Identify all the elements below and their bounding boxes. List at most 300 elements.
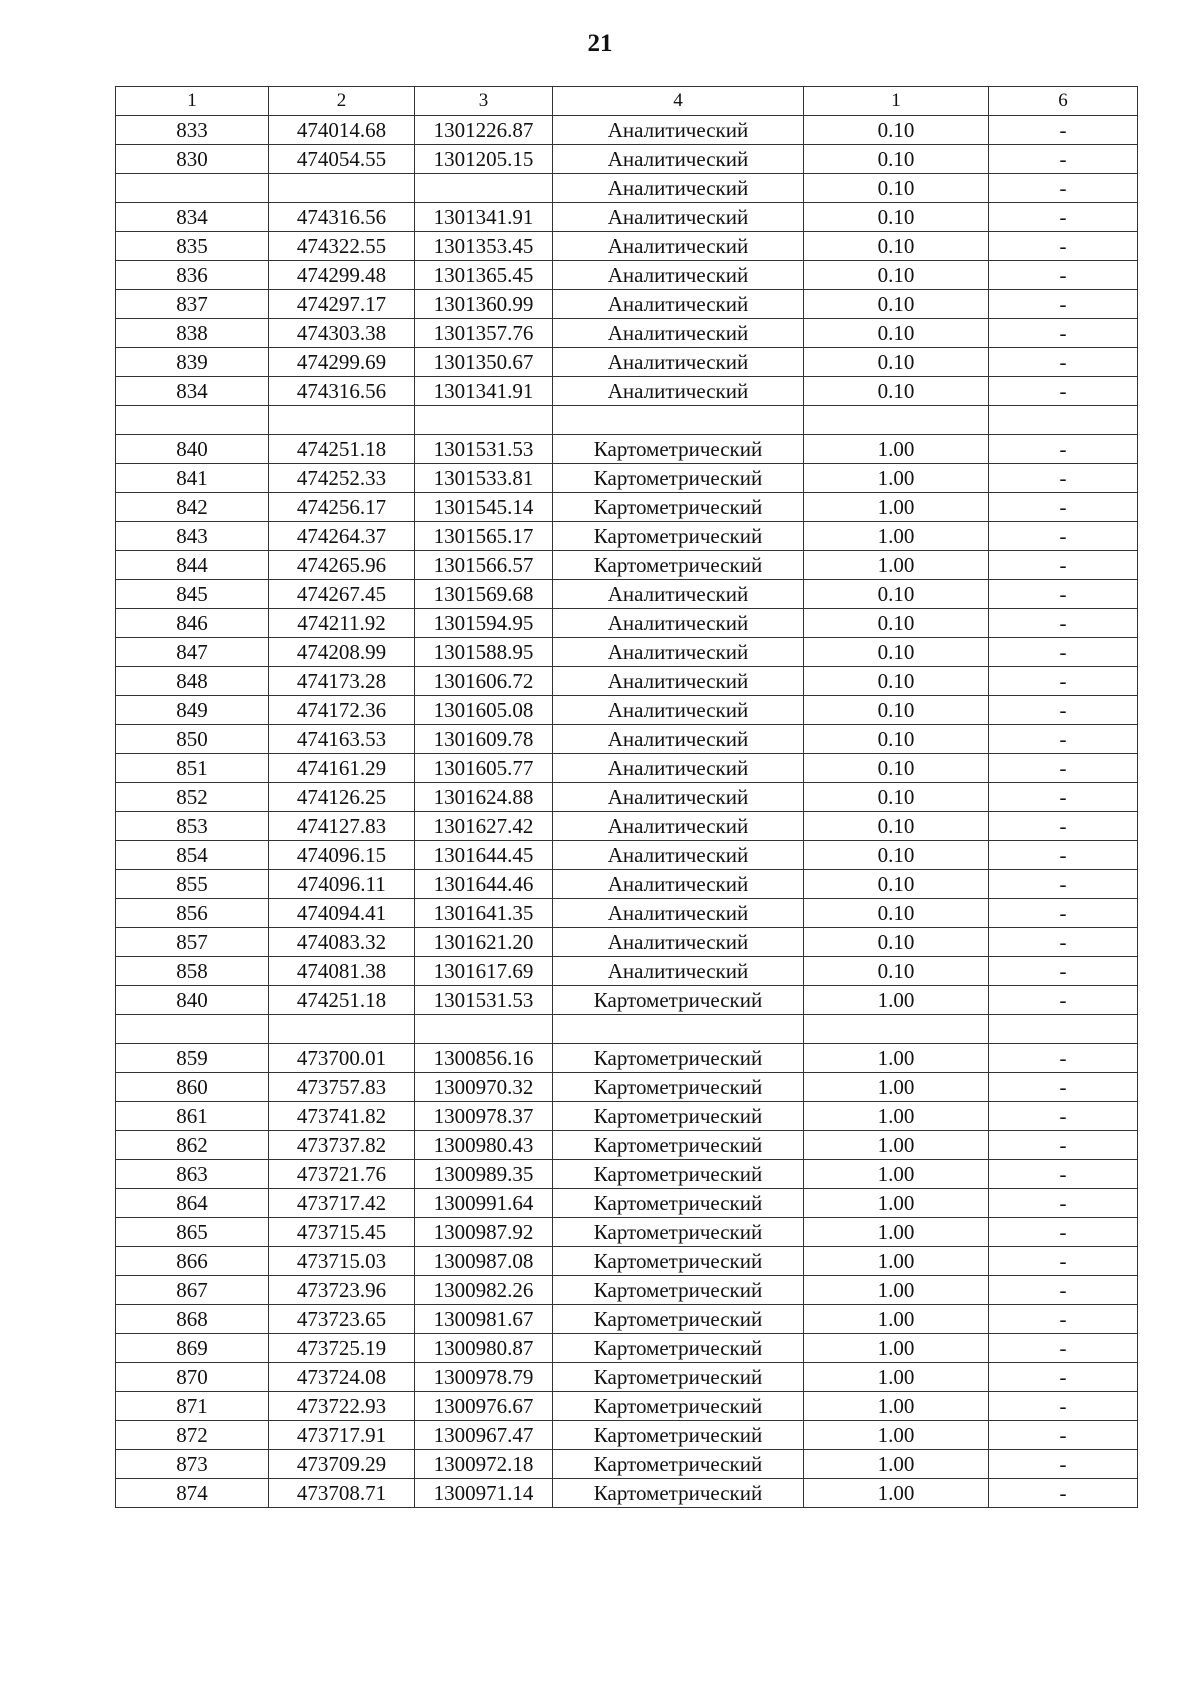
table-row [116, 1392, 1138, 1421]
column-header: 3 [415, 87, 553, 116]
method-cell: Аналитический [553, 580, 804, 609]
column-header: 6 [989, 87, 1138, 116]
accuracy-cell: 0.10 [804, 754, 989, 783]
table-row [116, 1189, 1138, 1218]
note-cell: - [989, 1305, 1138, 1334]
coordinates-table [115, 86, 1138, 1508]
table-row [116, 667, 1138, 696]
table-row [116, 725, 1138, 754]
note-cell: - [989, 319, 1138, 348]
y-coordinate-cell: 1301360.99 [415, 290, 553, 319]
note-cell: - [989, 754, 1138, 783]
y-coordinate-cell: 1300989.35 [415, 1160, 553, 1189]
x-coordinate-cell: 474256.17 [269, 493, 415, 522]
point-number-cell: 871 [116, 1392, 269, 1421]
method-cell: Картометрический [553, 1044, 804, 1073]
accuracy-cell: 0.10 [804, 870, 989, 899]
method-cell [553, 1015, 804, 1044]
column-header: 1 [804, 87, 989, 116]
method-cell: Аналитический [553, 696, 804, 725]
method-cell: Картометрический [553, 1247, 804, 1276]
note-cell: - [989, 1218, 1138, 1247]
point-number-cell: 846 [116, 609, 269, 638]
table-row [116, 638, 1138, 667]
table-row [116, 522, 1138, 551]
method-cell: Картометрический [553, 551, 804, 580]
note-cell: - [989, 551, 1138, 580]
method-cell: Картометрический [553, 1363, 804, 1392]
x-coordinate-cell: 474172.36 [269, 696, 415, 725]
method-cell: Аналитический [553, 319, 804, 348]
method-cell: Аналитический [553, 232, 804, 261]
accuracy-cell: 0.10 [804, 609, 989, 638]
note-cell: - [989, 464, 1138, 493]
point-number-cell: 840 [116, 435, 269, 464]
table-row [116, 290, 1138, 319]
y-coordinate-cell: 1300978.79 [415, 1363, 553, 1392]
y-coordinate-cell: 1301353.45 [415, 232, 553, 261]
y-coordinate-cell: 1300967.47 [415, 1421, 553, 1450]
point-number-cell: 854 [116, 841, 269, 870]
point-number-cell: 851 [116, 754, 269, 783]
method-cell: Картометрический [553, 1305, 804, 1334]
point-number-cell: 841 [116, 464, 269, 493]
accuracy-cell: 1.00 [804, 1334, 989, 1363]
y-coordinate-cell: 1301621.20 [415, 928, 553, 957]
accuracy-cell: 1.00 [804, 1450, 989, 1479]
accuracy-cell: 0.10 [804, 348, 989, 377]
point-number-cell: 842 [116, 493, 269, 522]
accuracy-cell: 1.00 [804, 986, 989, 1015]
x-coordinate-cell: 473715.45 [269, 1218, 415, 1247]
method-cell: Аналитический [553, 812, 804, 841]
table-row [116, 1131, 1138, 1160]
accuracy-cell: 0.10 [804, 841, 989, 870]
table-row [116, 986, 1138, 1015]
accuracy-cell: 1.00 [804, 1160, 989, 1189]
accuracy-cell: 0.10 [804, 638, 989, 667]
y-coordinate-cell: 1301644.45 [415, 841, 553, 870]
table-row [116, 377, 1138, 406]
accuracy-cell: 0.10 [804, 116, 989, 145]
x-coordinate-cell: 473723.96 [269, 1276, 415, 1305]
y-coordinate-cell: 1301594.95 [415, 609, 553, 638]
column-header: 2 [269, 87, 415, 116]
method-cell: Картометрический [553, 435, 804, 464]
y-coordinate-cell: 1301617.69 [415, 957, 553, 986]
table-row [116, 1160, 1138, 1189]
note-cell: - [989, 1450, 1138, 1479]
accuracy-cell: 1.00 [804, 1305, 989, 1334]
y-coordinate-cell: 1300981.67 [415, 1305, 553, 1334]
table-row [116, 464, 1138, 493]
note-cell: - [989, 812, 1138, 841]
method-cell: Картометрический [553, 522, 804, 551]
note-cell: - [989, 957, 1138, 986]
x-coordinate-cell: 474163.53 [269, 725, 415, 754]
table-row [116, 841, 1138, 870]
accuracy-cell: 0.10 [804, 145, 989, 174]
x-coordinate-cell [269, 174, 415, 203]
y-coordinate-cell [415, 174, 553, 203]
accuracy-cell: 1.00 [804, 1363, 989, 1392]
table-row [116, 145, 1138, 174]
y-coordinate-cell: 1301565.17 [415, 522, 553, 551]
point-number-cell: 839 [116, 348, 269, 377]
point-number-cell: 857 [116, 928, 269, 957]
note-cell: - [989, 1276, 1138, 1305]
method-cell: Аналитический [553, 203, 804, 232]
point-number-cell: 863 [116, 1160, 269, 1189]
note-cell [989, 1015, 1138, 1044]
accuracy-cell: 1.00 [804, 522, 989, 551]
x-coordinate-cell: 474303.38 [269, 319, 415, 348]
method-cell: Картометрический [553, 1450, 804, 1479]
accuracy-cell: 1.00 [804, 435, 989, 464]
accuracy-cell: 0.10 [804, 928, 989, 957]
point-number-cell: 870 [116, 1363, 269, 1392]
method-cell: Картометрический [553, 1160, 804, 1189]
point-number-cell: 861 [116, 1102, 269, 1131]
x-coordinate-cell: 474096.11 [269, 870, 415, 899]
point-number-cell: 858 [116, 957, 269, 986]
y-coordinate-cell: 1301624.88 [415, 783, 553, 812]
note-cell: - [989, 667, 1138, 696]
table-row [116, 1305, 1138, 1334]
point-number-cell: 869 [116, 1334, 269, 1363]
method-cell: Аналитический [553, 609, 804, 638]
point-number-cell: 873 [116, 1450, 269, 1479]
x-coordinate-cell: 473757.83 [269, 1073, 415, 1102]
x-coordinate-cell: 474094.41 [269, 899, 415, 928]
table-row [116, 1015, 1138, 1044]
x-coordinate-cell: 474251.18 [269, 986, 415, 1015]
accuracy-cell: 0.10 [804, 899, 989, 928]
y-coordinate-cell: 1301226.87 [415, 116, 553, 145]
accuracy-cell: 0.10 [804, 377, 989, 406]
method-cell: Картометрический [553, 1189, 804, 1218]
method-cell: Аналитический [553, 290, 804, 319]
note-cell: - [989, 1131, 1138, 1160]
note-cell: - [989, 174, 1138, 203]
point-number-cell: 843 [116, 522, 269, 551]
accuracy-cell: 0.10 [804, 725, 989, 754]
note-cell: - [989, 1421, 1138, 1450]
point-number-cell: 840 [116, 986, 269, 1015]
x-coordinate-cell: 473737.82 [269, 1131, 415, 1160]
table-row [116, 957, 1138, 986]
note-cell: - [989, 725, 1138, 754]
y-coordinate-cell: 1301365.45 [415, 261, 553, 290]
x-coordinate-cell: 474322.55 [269, 232, 415, 261]
x-coordinate-cell: 474014.68 [269, 116, 415, 145]
method-cell: Аналитический [553, 957, 804, 986]
x-coordinate-cell [269, 406, 415, 435]
note-cell: - [989, 986, 1138, 1015]
x-coordinate-cell: 473724.08 [269, 1363, 415, 1392]
x-coordinate-cell: 473715.03 [269, 1247, 415, 1276]
table-row [116, 261, 1138, 290]
x-coordinate-cell: 473708.71 [269, 1479, 415, 1508]
note-cell: - [989, 1073, 1138, 1102]
y-coordinate-cell: 1300987.92 [415, 1218, 553, 1247]
table-row [116, 348, 1138, 377]
table-row [116, 1218, 1138, 1247]
accuracy-cell [804, 1015, 989, 1044]
note-cell: - [989, 1392, 1138, 1421]
x-coordinate-cell: 473717.91 [269, 1421, 415, 1450]
method-cell: Аналитический [553, 116, 804, 145]
table-body [116, 116, 1138, 1508]
note-cell: - [989, 1189, 1138, 1218]
y-coordinate-cell: 1300971.14 [415, 1479, 553, 1508]
note-cell: - [989, 1334, 1138, 1363]
accuracy-cell [804, 406, 989, 435]
table-row [116, 551, 1138, 580]
method-cell [553, 406, 804, 435]
accuracy-cell: 1.00 [804, 1276, 989, 1305]
note-cell: - [989, 1044, 1138, 1073]
note-cell [989, 406, 1138, 435]
point-number-cell: 867 [116, 1276, 269, 1305]
note-cell: - [989, 493, 1138, 522]
method-cell: Картометрический [553, 1131, 804, 1160]
table-row [116, 899, 1138, 928]
y-coordinate-cell: 1300991.64 [415, 1189, 553, 1218]
note-cell: - [989, 783, 1138, 812]
x-coordinate-cell: 474054.55 [269, 145, 415, 174]
table-row [116, 696, 1138, 725]
y-coordinate-cell: 1300970.32 [415, 1073, 553, 1102]
accuracy-cell: 0.10 [804, 319, 989, 348]
accuracy-cell: 0.10 [804, 261, 989, 290]
note-cell: - [989, 1479, 1138, 1508]
x-coordinate-cell: 474297.17 [269, 290, 415, 319]
accuracy-cell: 1.00 [804, 1102, 989, 1131]
point-number-cell: 833 [116, 116, 269, 145]
method-cell: Картометрический [553, 464, 804, 493]
point-number-cell: 835 [116, 232, 269, 261]
method-cell: Аналитический [553, 377, 804, 406]
table-row [116, 319, 1138, 348]
method-cell: Аналитический [553, 261, 804, 290]
point-number-cell: 856 [116, 899, 269, 928]
table-row [116, 928, 1138, 957]
method-cell: Аналитический [553, 870, 804, 899]
point-number-cell: 837 [116, 290, 269, 319]
method-cell: Картометрический [553, 1392, 804, 1421]
method-cell: Аналитический [553, 145, 804, 174]
accuracy-cell: 1.00 [804, 1189, 989, 1218]
x-coordinate-cell: 473722.93 [269, 1392, 415, 1421]
note-cell: - [989, 899, 1138, 928]
y-coordinate-cell: 1301569.68 [415, 580, 553, 609]
method-cell: Аналитический [553, 638, 804, 667]
method-cell: Картометрический [553, 493, 804, 522]
point-number-cell: 834 [116, 203, 269, 232]
note-cell: - [989, 1160, 1138, 1189]
x-coordinate-cell: 474316.56 [269, 377, 415, 406]
table-row [116, 1479, 1138, 1508]
table-row [116, 609, 1138, 638]
method-cell: Картометрический [553, 1479, 804, 1508]
x-coordinate-cell: 473723.65 [269, 1305, 415, 1334]
method-cell: Аналитический [553, 841, 804, 870]
accuracy-cell: 1.00 [804, 551, 989, 580]
table-row [116, 1073, 1138, 1102]
x-coordinate-cell: 474081.38 [269, 957, 415, 986]
table-row [116, 870, 1138, 899]
point-number-cell: 847 [116, 638, 269, 667]
note-cell: - [989, 841, 1138, 870]
column-header: 4 [553, 87, 804, 116]
x-coordinate-cell: 474211.92 [269, 609, 415, 638]
note-cell: - [989, 232, 1138, 261]
accuracy-cell: 1.00 [804, 1479, 989, 1508]
note-cell: - [989, 870, 1138, 899]
note-cell: - [989, 348, 1138, 377]
x-coordinate-cell: 474173.28 [269, 667, 415, 696]
accuracy-cell: 1.00 [804, 464, 989, 493]
x-coordinate-cell: 474161.29 [269, 754, 415, 783]
method-cell: Аналитический [553, 783, 804, 812]
y-coordinate-cell: 1301533.81 [415, 464, 553, 493]
table-row [116, 783, 1138, 812]
table-row [116, 1363, 1138, 1392]
point-number-cell: 872 [116, 1421, 269, 1450]
accuracy-cell: 0.10 [804, 174, 989, 203]
method-cell: Картометрический [553, 1073, 804, 1102]
table-row [116, 1247, 1138, 1276]
note-cell: - [989, 1363, 1138, 1392]
method-cell: Аналитический [553, 667, 804, 696]
y-coordinate-cell: 1300976.67 [415, 1392, 553, 1421]
y-coordinate-cell: 1301641.35 [415, 899, 553, 928]
accuracy-cell: 1.00 [804, 1247, 989, 1276]
method-cell: Аналитический [553, 348, 804, 377]
y-coordinate-cell: 1301341.91 [415, 377, 553, 406]
point-number-cell: 848 [116, 667, 269, 696]
x-coordinate-cell: 474251.18 [269, 435, 415, 464]
x-coordinate-cell: 473717.42 [269, 1189, 415, 1218]
accuracy-cell: 1.00 [804, 1131, 989, 1160]
point-number-cell: 860 [116, 1073, 269, 1102]
table-row [116, 203, 1138, 232]
x-coordinate-cell: 474316.56 [269, 203, 415, 232]
table-row [116, 435, 1138, 464]
point-number-cell: 864 [116, 1189, 269, 1218]
note-cell: - [989, 377, 1138, 406]
x-coordinate-cell: 473700.01 [269, 1044, 415, 1073]
accuracy-cell: 0.10 [804, 290, 989, 319]
method-cell: Картометрический [553, 1421, 804, 1450]
method-cell: Аналитический [553, 754, 804, 783]
method-cell: Картометрический [553, 1276, 804, 1305]
y-coordinate-cell: 1301205.15 [415, 145, 553, 174]
x-coordinate-cell: 473741.82 [269, 1102, 415, 1131]
method-cell: Аналитический [553, 174, 804, 203]
y-coordinate-cell: 1301357.76 [415, 319, 553, 348]
table-row [116, 1450, 1138, 1479]
y-coordinate-cell: 1301605.77 [415, 754, 553, 783]
note-cell: - [989, 435, 1138, 464]
x-coordinate-cell: 474208.99 [269, 638, 415, 667]
x-coordinate-cell: 474265.96 [269, 551, 415, 580]
method-cell: Аналитический [553, 725, 804, 754]
table-header-row [116, 87, 1138, 116]
note-cell: - [989, 116, 1138, 145]
table-row [116, 232, 1138, 261]
table-row [116, 116, 1138, 145]
note-cell: - [989, 1102, 1138, 1131]
y-coordinate-cell: 1301566.57 [415, 551, 553, 580]
point-number-cell: 862 [116, 1131, 269, 1160]
point-number-cell: 866 [116, 1247, 269, 1276]
x-coordinate-cell: 473709.29 [269, 1450, 415, 1479]
y-coordinate-cell: 1300987.08 [415, 1247, 553, 1276]
point-number-cell: 849 [116, 696, 269, 725]
y-coordinate-cell: 1300980.87 [415, 1334, 553, 1363]
point-number-cell [116, 174, 269, 203]
note-cell: - [989, 522, 1138, 551]
accuracy-cell: 0.10 [804, 203, 989, 232]
x-coordinate-cell: 474299.69 [269, 348, 415, 377]
y-coordinate-cell: 1300856.16 [415, 1044, 553, 1073]
point-number-cell [116, 1015, 269, 1044]
y-coordinate-cell: 1301644.46 [415, 870, 553, 899]
x-coordinate-cell: 474252.33 [269, 464, 415, 493]
y-coordinate-cell: 1301605.08 [415, 696, 553, 725]
method-cell: Картометрический [553, 1102, 804, 1131]
accuracy-cell: 0.10 [804, 957, 989, 986]
table-row [116, 1044, 1138, 1073]
x-coordinate-cell: 474096.15 [269, 841, 415, 870]
x-coordinate-cell: 474264.37 [269, 522, 415, 551]
accuracy-cell: 1.00 [804, 1044, 989, 1073]
note-cell: - [989, 580, 1138, 609]
x-coordinate-cell: 474127.83 [269, 812, 415, 841]
method-cell: Картометрический [553, 1218, 804, 1247]
column-header: 1 [116, 87, 269, 116]
y-coordinate-cell: 1301588.95 [415, 638, 553, 667]
note-cell: - [989, 928, 1138, 957]
note-cell: - [989, 638, 1138, 667]
point-number-cell: 834 [116, 377, 269, 406]
table-row [116, 1421, 1138, 1450]
table-row [116, 174, 1138, 203]
point-number-cell: 853 [116, 812, 269, 841]
point-number-cell: 850 [116, 725, 269, 754]
method-cell: Аналитический [553, 899, 804, 928]
note-cell: - [989, 696, 1138, 725]
page-number: 21 [587, 30, 613, 57]
x-coordinate-cell: 474126.25 [269, 783, 415, 812]
accuracy-cell: 1.00 [804, 1218, 989, 1247]
method-cell: Аналитический [553, 928, 804, 957]
y-coordinate-cell: 1301341.91 [415, 203, 553, 232]
note-cell: - [989, 145, 1138, 174]
method-cell: Картометрический [553, 1334, 804, 1363]
note-cell: - [989, 261, 1138, 290]
table-row [116, 406, 1138, 435]
point-number-cell [116, 406, 269, 435]
y-coordinate-cell: 1301531.53 [415, 986, 553, 1015]
accuracy-cell: 1.00 [804, 1421, 989, 1450]
point-number-cell: 844 [116, 551, 269, 580]
note-cell: - [989, 290, 1138, 319]
y-coordinate-cell: 1300980.43 [415, 1131, 553, 1160]
x-coordinate-cell: 474299.48 [269, 261, 415, 290]
